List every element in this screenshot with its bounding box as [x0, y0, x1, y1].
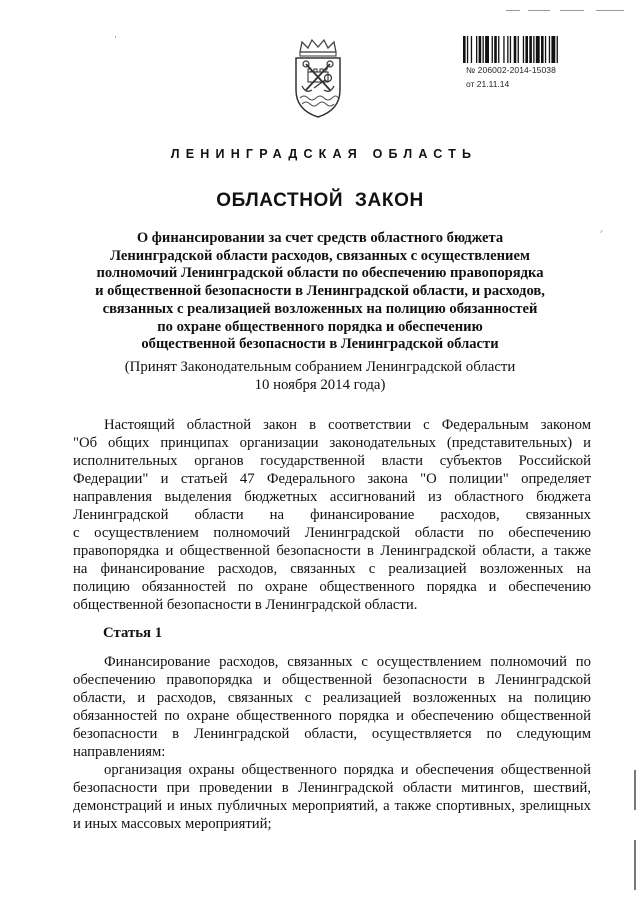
article-1-intro-paragraph	[73, 653, 591, 761]
text-line: общественной безопасности в Ленинградской области.	[73, 597, 418, 613]
scan-artifact	[528, 10, 550, 11]
registration-date: от 21.11.14	[466, 79, 510, 89]
text-line: полицию обязанностей по охране общественного порядка и обеспечению	[73, 579, 591, 595]
adoption-line: 10 ноября 2014 года)	[254, 377, 386, 393]
adoption-line: (Принят Законодательным собранием Ленинградской области	[124, 359, 516, 375]
text-line: безопасности в Ленинградской области, осуществляется по следующим	[73, 726, 591, 742]
region-heading: ЛЕНИНГРАДСКАЯ ОБЛАСТЬ	[170, 147, 478, 161]
registration-number: № 206002-2014-15038	[466, 65, 556, 75]
title-line: Ленинградской области расходов, связанных с осуществлением	[110, 247, 530, 264]
law-title	[70, 230, 570, 354]
text-line: правопорядка и общественной безопасности в Ленинградской области, а также	[73, 543, 591, 559]
scan-artifact	[634, 840, 636, 890]
text-line: и иных массовых мероприятий;	[73, 816, 272, 832]
barcode-icon	[463, 36, 595, 63]
title-line: полномочий Ленинградской области по обеспечению правопорядка	[96, 265, 544, 282]
text-line: Ленинградской области на финансирование расходов, связанных	[73, 507, 591, 523]
text-line: области, и расходов, связанных с реализацией возложенных на полицию	[73, 690, 591, 706]
text-line: с осуществлением полномочий Ленинградской области по обеспечению	[73, 525, 591, 541]
text-line: организация охраны общественного порядка и обеспечения общественной	[104, 762, 591, 778]
title-line: по охране общественного порядка и обеспечению	[157, 318, 483, 335]
text-line: обеспечению правопорядка и общественной безопасности в Ленинградской	[73, 672, 591, 688]
leningrad-oblast-coat-of-arms-icon	[286, 38, 350, 120]
scan-artifact	[634, 770, 636, 810]
title-line: общественной безопасности в Ленинградской области	[141, 336, 499, 353]
scan-artifact	[600, 230, 603, 233]
text-line: безопасности при проведении в Ленинградской области митингов, шествий,	[73, 780, 591, 796]
text-line: направлениям:	[73, 744, 166, 760]
text-line: "Об общих принципах организации законодательных (представительных) и	[73, 435, 591, 451]
text-line: направления выделения бюджетных ассигнований из областного бюджета	[73, 489, 591, 505]
text-line: Настоящий областной закон в соответствии с Федеральным законом	[104, 417, 591, 433]
text-line: исполнительных органов государственной власти субъектов Российской	[73, 453, 591, 469]
article-1-heading: Статья 1	[103, 625, 163, 641]
preamble-paragraph	[73, 416, 591, 614]
scan-artifact	[560, 10, 584, 11]
text-line: демонстраций и иных публичных мероприятий, а также спортивных, зрелищных	[73, 798, 591, 814]
document-type-heading: ОБЛАСТНОЙ ЗАКОН	[216, 190, 424, 211]
scan-artifact	[506, 10, 520, 11]
scan-artifact	[115, 36, 116, 38]
title-line: и общественной безопасности в Ленинградской области, и расходов,	[95, 283, 545, 300]
scan-artifact	[596, 10, 624, 11]
text-line: на финансирование расходов, связанных с реализацией возложенных на	[73, 561, 591, 577]
text-line: обязанностей по охране общественного порядка и обеспечению общественной	[73, 708, 591, 724]
title-line: связанных с реализацией возложенных на полицию обязанностей	[102, 300, 538, 317]
article-1-item-1-paragraph	[73, 761, 591, 833]
text-line: Финансирование расходов, связанных с осуществлением полномочий по	[104, 654, 591, 670]
title-line: О финансировании за счет средств областного бюджета	[136, 230, 504, 246]
adoption-note	[70, 358, 570, 394]
text-line: Федерации" и статьей 47 Федерального закона "О полиции" определяет	[73, 471, 591, 487]
